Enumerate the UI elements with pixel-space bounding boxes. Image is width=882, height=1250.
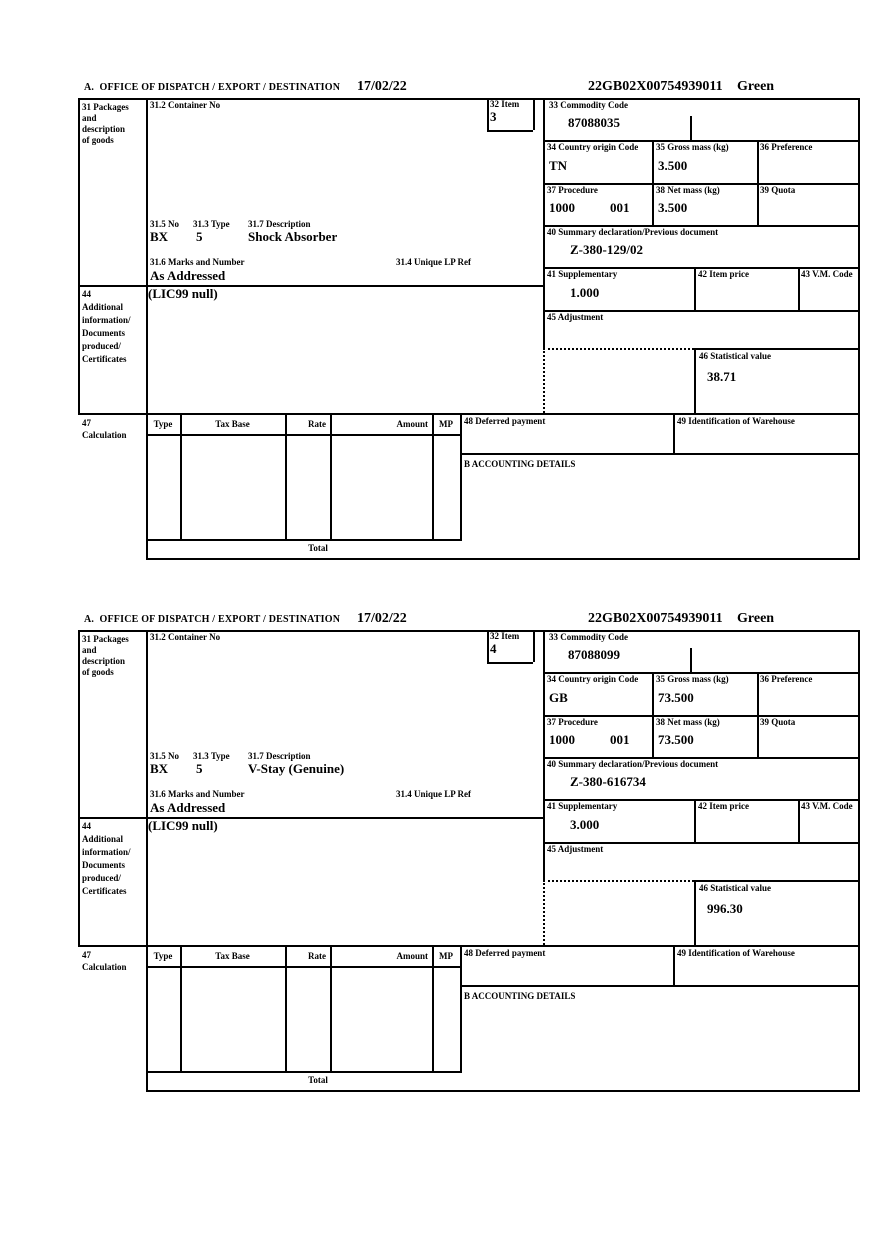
supplementary-label: 41 Supplementary xyxy=(547,801,618,811)
border-line xyxy=(460,945,462,1071)
procedure-extra-value: 001 xyxy=(610,732,630,747)
container-no-label: 31.2 Container No xyxy=(150,100,221,110)
marks-number-value: As Addressed xyxy=(150,800,226,815)
commodity-code-divider xyxy=(690,648,692,672)
border-line xyxy=(694,348,696,413)
pkg-no-label: 31.5 No xyxy=(150,219,179,229)
item-label: 32 Item xyxy=(490,631,520,641)
calc-rate-header: Rate xyxy=(308,951,326,961)
border-line xyxy=(285,945,287,1071)
calc-type-header: Type xyxy=(153,419,173,429)
total-label: Total xyxy=(308,1075,328,1085)
declaration-date: 17/02/22 xyxy=(357,79,407,94)
preference-label: 36 Preference xyxy=(760,142,813,152)
net-mass-value: 73.500 xyxy=(658,732,694,747)
quota-label: 39 Quota xyxy=(760,185,796,195)
procedure-main-value: 1000 xyxy=(549,200,575,215)
supplementary-label: 41 Supplementary xyxy=(547,269,618,279)
unique-lp-ref-label: 31.4 Unique LP Ref xyxy=(396,257,472,267)
package-no-value: BX xyxy=(150,761,169,776)
commodity-code-value: 87088099 xyxy=(568,647,620,662)
summary-declaration-label: 40 Summary declaration/Previous document xyxy=(547,759,719,769)
dotted-line xyxy=(543,348,545,413)
pkg-type-label: 31.3 Type xyxy=(193,751,230,761)
calc-tax-base-header: Tax Base xyxy=(215,951,250,961)
border-line xyxy=(460,985,860,987)
pkg-description-label: 31.7 Description xyxy=(248,751,311,761)
border-line xyxy=(652,672,654,757)
container-no-label: 31.2 Container No xyxy=(150,632,221,642)
dotted-line xyxy=(543,348,694,350)
adjustment-label: 45 Adjustment xyxy=(547,312,604,322)
marks-number-label: 31.6 Marks and Number xyxy=(150,789,245,799)
vm-code-label: 43 V.M. Code xyxy=(801,801,853,811)
border-line xyxy=(78,413,860,415)
additional-info-value: (LIC99 null) xyxy=(148,286,218,301)
deferred-payment-label: 48 Deferred payment xyxy=(464,948,546,958)
calc-rate-header: Rate xyxy=(308,419,326,429)
border-line xyxy=(146,966,462,968)
country-origin-value: GB xyxy=(549,690,568,705)
summary-declaration-label: 40 Summary declaration/Previous document xyxy=(547,227,719,237)
border-line xyxy=(180,413,182,539)
border-line xyxy=(180,945,182,1071)
border-line xyxy=(146,413,148,558)
adjustment-label: 45 Adjustment xyxy=(547,844,604,854)
package-no-value: BX xyxy=(150,229,169,244)
border-line xyxy=(858,630,860,1090)
net-mass-label: 38 Net mass (kg) xyxy=(656,185,720,195)
declaration-date: 17/02/22 xyxy=(357,611,407,626)
border-line xyxy=(858,98,860,558)
marks-number-value: As Addressed xyxy=(150,268,226,283)
item-label: 32 Item xyxy=(490,99,520,109)
packages-description-label: 31 Packages and description of goods xyxy=(82,634,129,677)
routing-status: Green xyxy=(737,79,775,94)
warehouse-label: 49 Identification of Warehouse xyxy=(677,948,795,958)
country-origin-value: TN xyxy=(549,158,568,173)
unique-lp-ref-label: 31.4 Unique LP Ref xyxy=(396,789,472,799)
gross-mass-value: 73.500 xyxy=(658,690,694,705)
commodity-code-divider xyxy=(690,116,692,140)
supplementary-value: 3.000 xyxy=(570,817,600,832)
border-line xyxy=(146,98,148,413)
declaration-item-block-1 xyxy=(0,80,882,580)
border-line xyxy=(487,98,489,130)
border-line xyxy=(694,267,696,310)
border-line xyxy=(757,140,759,225)
summary-declaration-value: Z-380-129/02 xyxy=(570,242,643,257)
pkg-description-label: 31.7 Description xyxy=(248,219,311,229)
office-of-dispatch-header: A. OFFICE OF DISPATCH / EXPORT / DESTINATION xyxy=(84,82,341,93)
accounting-details-label: B ACCOUNTING DETAILS xyxy=(464,991,576,1001)
border-line xyxy=(460,453,860,455)
border-line xyxy=(487,662,533,664)
declaration-reference: 22GB02X00754939011 xyxy=(588,79,723,94)
border-line xyxy=(798,267,800,310)
border-line xyxy=(146,1090,860,1092)
item-number-value: 4 xyxy=(490,641,497,656)
border-line xyxy=(78,945,860,947)
calc-tax-base-header: Tax Base xyxy=(215,419,250,429)
border-line xyxy=(487,630,489,662)
border-line xyxy=(543,98,545,348)
commodity-code-label: 33 Commodity Code xyxy=(549,100,628,110)
vm-code-label: 43 V.M. Code xyxy=(801,269,853,279)
goods-description-value: Shock Absorber xyxy=(248,229,338,244)
calc-amount-header: Amount xyxy=(396,951,428,961)
statistical-value: 38.71 xyxy=(707,369,737,384)
border-line xyxy=(757,672,759,757)
border-line xyxy=(694,880,696,945)
package-type-value: 5 xyxy=(196,229,203,244)
net-mass-value: 3.500 xyxy=(658,200,688,215)
gross-mass-label: 35 Gross mass (kg) xyxy=(656,142,729,152)
office-of-dispatch-header: A. OFFICE OF DISPATCH / EXPORT / DESTINATION xyxy=(84,614,341,625)
summary-declaration-value: Z-380-616734 xyxy=(570,774,646,789)
statistical-value: 996.30 xyxy=(707,901,743,916)
border-line xyxy=(533,98,535,130)
commodity-code-value: 87088035 xyxy=(568,115,620,130)
item-price-label: 42 Item price xyxy=(698,801,749,811)
dotted-line xyxy=(543,880,694,882)
package-type-value: 5 xyxy=(196,761,203,776)
statistical-value-label: 46 Statistical value xyxy=(699,883,771,893)
preference-label: 36 Preference xyxy=(760,674,813,684)
border-line xyxy=(533,630,535,662)
country-origin-label: 34 Country origin Code xyxy=(547,142,639,152)
border-line xyxy=(146,539,462,541)
border-line xyxy=(146,1071,462,1073)
border-line xyxy=(460,413,462,539)
item-price-label: 42 Item price xyxy=(698,269,749,279)
goods-description-value: V-Stay (Genuine) xyxy=(248,761,345,776)
routing-status: Green xyxy=(737,611,775,626)
border-line xyxy=(146,558,860,560)
border-line xyxy=(543,630,545,880)
border-line xyxy=(78,98,80,413)
border-line xyxy=(487,130,533,132)
pkg-type-label: 31.3 Type xyxy=(193,219,230,229)
border-line xyxy=(78,630,80,945)
total-label: Total xyxy=(308,543,328,553)
calc-amount-header: Amount xyxy=(396,419,428,429)
procedure-extra-value: 001 xyxy=(610,200,630,215)
procedure-label: 37 Procedure xyxy=(547,185,598,195)
calculation-label: 47 Calculation xyxy=(82,418,127,440)
statistical-value-label: 46 Statistical value xyxy=(699,351,771,361)
gross-mass-label: 35 Gross mass (kg) xyxy=(656,674,729,684)
calc-mp-header: MP xyxy=(439,419,453,429)
packages-description-label: 31 Packages and description of goods xyxy=(82,102,129,145)
declaration-item-block-2 xyxy=(0,612,882,1112)
calc-type-header: Type xyxy=(153,951,173,961)
border-line xyxy=(285,413,287,539)
additional-information-label: 44 Additional information/ Documents produced/ Certificates xyxy=(82,289,131,364)
gross-mass-value: 3.500 xyxy=(658,158,688,173)
pkg-no-label: 31.5 No xyxy=(150,751,179,761)
country-origin-label: 34 Country origin Code xyxy=(547,674,639,684)
border-line xyxy=(694,880,860,882)
additional-information-label: 44 Additional information/ Documents produced/ Certificates xyxy=(82,821,131,896)
border-line xyxy=(330,945,332,1071)
border-line xyxy=(146,434,462,436)
marks-number-label: 31.6 Marks and Number xyxy=(150,257,245,267)
calc-mp-header: MP xyxy=(439,951,453,961)
procedure-label: 37 Procedure xyxy=(547,717,598,727)
deferred-payment-label: 48 Deferred payment xyxy=(464,416,546,426)
border-line xyxy=(432,413,434,539)
warehouse-label: 49 Identification of Warehouse xyxy=(677,416,795,426)
item-number-value: 3 xyxy=(490,109,497,124)
border-line xyxy=(432,945,434,1071)
border-line xyxy=(330,413,332,539)
border-line xyxy=(652,140,654,225)
declaration-reference: 22GB02X00754939011 xyxy=(588,611,723,626)
net-mass-label: 38 Net mass (kg) xyxy=(656,717,720,727)
accounting-details-label: B ACCOUNTING DETAILS xyxy=(464,459,576,469)
commodity-code-label: 33 Commodity Code xyxy=(549,632,628,642)
border-line xyxy=(146,630,148,945)
procedure-main-value: 1000 xyxy=(549,732,575,747)
border-line xyxy=(146,945,148,1090)
supplementary-value: 1.000 xyxy=(570,285,600,300)
border-line xyxy=(694,348,860,350)
border-line xyxy=(798,799,800,842)
border-line xyxy=(694,799,696,842)
dotted-line xyxy=(543,880,545,945)
border-line xyxy=(673,413,675,453)
calculation-label: 47 Calculation xyxy=(82,950,127,972)
quota-label: 39 Quota xyxy=(760,717,796,727)
border-line xyxy=(673,945,675,985)
additional-info-value: (LIC99 null) xyxy=(148,818,218,833)
